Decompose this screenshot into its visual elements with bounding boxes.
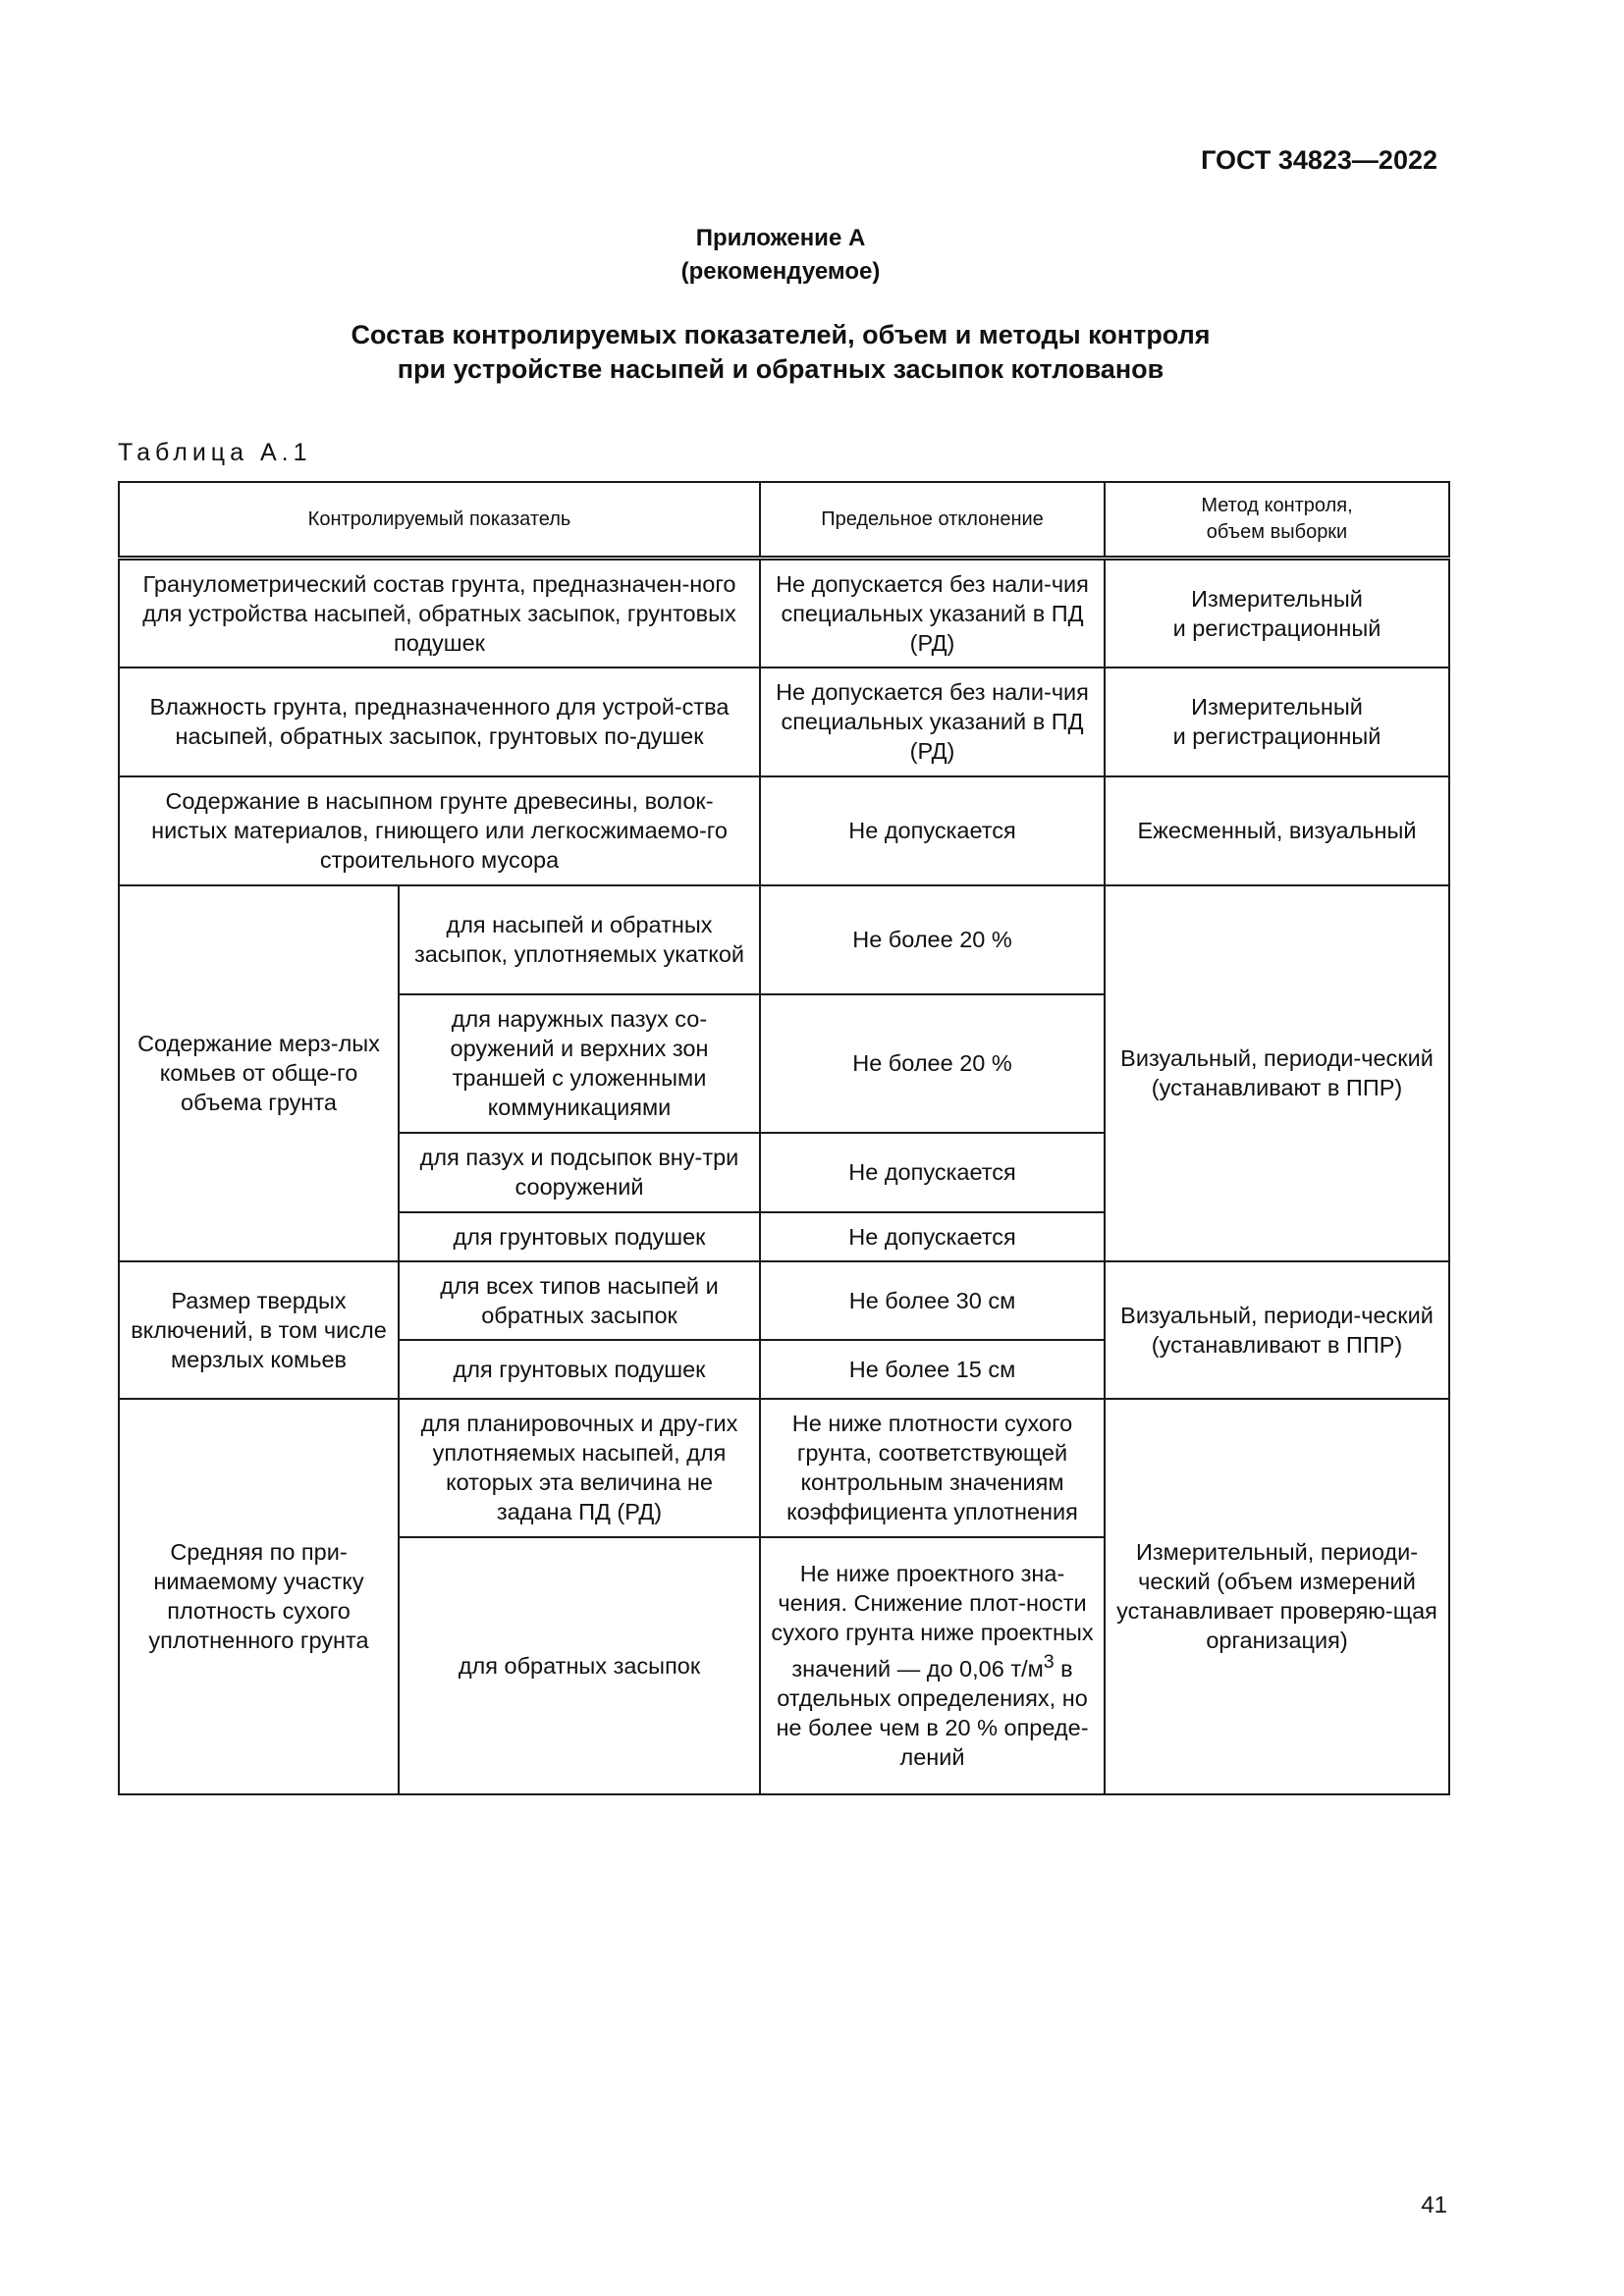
condition-cell: для грунтовых подушек (399, 1212, 760, 1261)
header-method-line1: Метод контроля, (1201, 495, 1353, 516)
method-cell (1105, 559, 1449, 667)
method-line1: Измерительный (1191, 694, 1363, 720)
table-label: Таблица А.1 (118, 439, 312, 466)
method-cell: Ежесменный, визуальный (1105, 776, 1449, 885)
appendix-subtitle: (рекомендуемое) (680, 258, 881, 285)
superscript-3: 3 (1043, 1651, 1055, 1674)
indicator-cell: Влажность грунта, предназначенного для устрой-ства насыпей, обратных засыпок, грунтовых по-душек (119, 667, 760, 776)
density-method-cell: Измерительный, периоди-ческий (объем измерений устанавливает проверяю-щая организация) (1105, 1399, 1449, 1794)
appendix-heading (0, 222, 1561, 289)
table-header-row (119, 482, 1449, 559)
solid-method-cell: Визуальный, периоди-ческий (устанавливают в ППР) (1105, 1261, 1449, 1399)
method-line2: и регистрационный (1172, 723, 1381, 749)
deviation-text: Не ниже проектного зна-чения. Снижение плот-ности сухого грунта ниже проектных значений — до 0,06 т/м (771, 1561, 1094, 1682)
frozen-method-cell: Визуальный, периоди-ческий (устанавливают в ППР) (1105, 885, 1449, 1261)
deviation-cell: Не ниже плотности сухого грунта, соответствующей контрольным значениям коэффициента уплотнения (760, 1399, 1105, 1537)
frozen-indicator-cell: Содержание мерз-лых комьев от обще-го объема грунта (119, 885, 399, 1261)
document-title-line1: Состав контролируемых показателей, объем и методы контроля (351, 320, 1211, 349)
density-indicator-cell: Средняя по при-нимаемому участку плотность сухого уплотненного грунта (119, 1399, 399, 1794)
document-code: ГОСТ 34823—2022 (1201, 145, 1437, 175)
indicator-cell: Содержание в насыпном грунте древесины, волок-нистых материалов, гниющего или легкосжимаемо-го строительного мусора (119, 776, 760, 885)
solid-indicator-cell: Размер твердых включений, в том числе мерзлых комьев (119, 1261, 399, 1399)
indicator-cell: Гранулометрический состав грунта, предназначен-ного для устройства насыпей, обратных засыпок, грунтовых подушек (119, 559, 760, 667)
condition-cell: для всех типов насыпей и обратных засыпок (399, 1261, 760, 1340)
condition-cell: для планировочных и дру-гих уплотняемых насыпей, для которых эта величина не задана ПД (РД) (399, 1399, 760, 1537)
deviation-cell: Не допускается без нали-чия специальных указаний в ПД (РД) (760, 667, 1105, 776)
deviation-cell: Не более 20 % (760, 885, 1105, 994)
table-row (119, 885, 1449, 994)
deviation-cell (760, 1537, 1105, 1794)
control-indicators-table (118, 481, 1450, 1795)
deviation-cell: Не допускается (760, 776, 1105, 885)
document-title-line2: при устройстве насыпей и обратных засыпок котлованов (397, 354, 1164, 384)
header-indicator: Контролируемый показатель (119, 482, 760, 559)
condition-cell: для насыпей и обратных засыпок, уплотняемых укаткой (399, 885, 760, 994)
table-row (119, 1261, 1449, 1340)
header-method-line2: объем выборки (1206, 521, 1348, 543)
appendix-title: Приложение А (695, 225, 866, 251)
table-row (119, 1399, 1449, 1537)
deviation-cell: Не более 30 см (760, 1261, 1105, 1340)
table-row (119, 667, 1449, 776)
method-line2: и регистрационный (1172, 614, 1381, 641)
header-deviation: Предельное отклонение (760, 482, 1105, 559)
table-row (119, 559, 1449, 667)
deviation-cell: Не более 20 % (760, 994, 1105, 1133)
deviation-cell: Не более 15 см (760, 1340, 1105, 1399)
deviation-cell: Не допускается без нали-чия специальных указаний в ПД (РД) (760, 559, 1105, 667)
deviation-cell: Не допускается (760, 1133, 1105, 1212)
deviation-text-continued: в отдельных определениях, но не более чем в 20 % опреде-лений (776, 1655, 1089, 1770)
condition-cell: для грунтовых подушек (399, 1340, 760, 1399)
condition-cell: для пазух и подсыпок вну-три сооружений (399, 1133, 760, 1212)
method-line1: Измерительный (1191, 585, 1363, 612)
condition-cell: для обратных засыпок (399, 1537, 760, 1794)
method-cell (1105, 667, 1449, 776)
header-method (1105, 482, 1449, 559)
condition-cell: для наружных пазух со-оружений и верхних зон траншей с уложенными коммуникациями (399, 994, 760, 1133)
page-number: 41 (1421, 2192, 1447, 2218)
document-title (0, 318, 1561, 387)
deviation-cell: Не допускается (760, 1212, 1105, 1261)
table-row (119, 776, 1449, 885)
